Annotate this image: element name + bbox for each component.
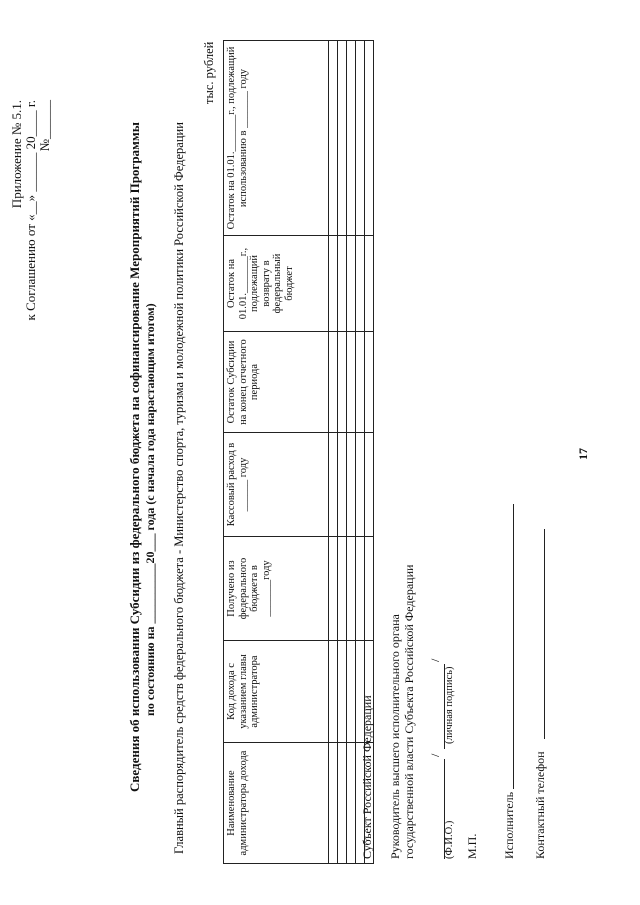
signature-line — [430, 664, 445, 749]
units-label: тыс. рублей — [202, 41, 216, 104]
appendix-block — [10, 100, 52, 320]
executor-label: Исполнитель — [502, 791, 516, 859]
signature-slash-2: / — [428, 658, 442, 662]
phone-line — [531, 529, 545, 739]
executor-line — [500, 504, 514, 789]
head-label-line2: государственной власти Субъекта Российской Федерации — [402, 564, 416, 859]
signature-slash-1: / — [428, 753, 442, 757]
rotated-document-page — [0, 20, 640, 884]
head-label-line1: Руководитель высшего исполнительного органа — [388, 614, 402, 859]
page-number: 17 — [576, 448, 590, 460]
appendix-agreement: к Соглашению от «__» ______ 20____ г. — [23, 100, 38, 321]
header-admin-name: Наименование администратора дохода — [224, 743, 329, 864]
table-row — [329, 41, 338, 864]
table-header-row — [224, 41, 329, 864]
signature-caption: (личная подпись) — [444, 666, 455, 744]
table-row — [347, 41, 356, 864]
fio-caption: (Ф.И.О.) — [444, 820, 455, 859]
document-title: Сведения об использовании Субсидии из федерального бюджета на софинансирование Мероприятий Программы — [127, 122, 142, 792]
document-subtitle: по состоянию на __________20___ года (с начала года нарастающим итогом) — [143, 303, 157, 716]
fio-line — [430, 759, 445, 859]
phone-label: Контактный телефон — [533, 751, 547, 859]
stamp-place-label: М.П. — [465, 833, 479, 859]
table-row — [338, 41, 347, 864]
header-remainder: Остаток Субсидии на конец отчетного периода — [224, 332, 329, 433]
subsidy-table — [223, 40, 374, 864]
header-received: Получено из федерального бюджета в _______году — [224, 537, 329, 641]
appendix-number: №______ — [37, 100, 52, 152]
header-use: Остаток на 01.01._______г., подлежащий использованию в _______ году — [224, 41, 329, 236]
header-income-code: Код дохода с указанием главы администратора — [224, 641, 329, 743]
subject-label: Субъект Российской Федерации — [360, 695, 374, 859]
header-return: Остаток на 01.01._______г., подлежащий возврату в федеральный бюджет — [224, 236, 329, 332]
appendix-title: Приложение № 5.1. — [9, 100, 24, 209]
budget-administrator: Главный распорядитель средств федерального бюджета - Министерство спорта, туризма и молодежной политики Российской Федерации — [172, 122, 186, 854]
header-cash-expense: Кассовый расход в ______ году — [224, 433, 329, 537]
